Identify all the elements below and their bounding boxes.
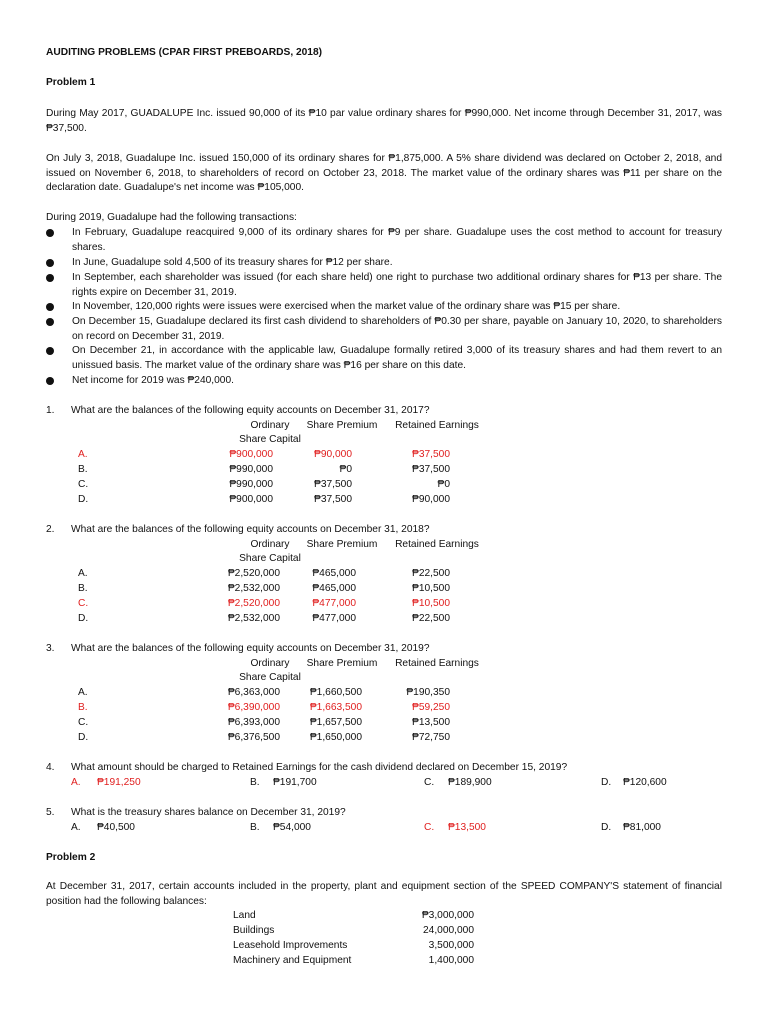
option-retained-earnings: ₱59,250 (412, 702, 450, 713)
document-page: AUDITING PROBLEMS (CPAR FIRST PREBOARDS, 2018) Problem 1 During May 2017, GUADALUPE Inc. issued 90,000 of its ₱10 par value ordinary shares for ₱990,000. Net income through December 31, 2017, was ₱37,500. On July 3, 2018, Guadalupe Inc. issued 150,000 of its ordinary shares for ₱1,875,000. A 5% share dividend was declared on October 2, 2018, and issued on November 6, 2018, to shareholders of record on October 23, 2018. The market value of the ordinary shares was ₱11 per share on the declaration date. Guadalupe's net income was ₱105,000. During 2019, Guadalupe had the following transactions: In February, Guadalupe reacquired 9,000 of its ordinary shares for ₱9 per share. Guadalupe uses the cost method to account for treasury shares. In June, Guadalupe sold 4,500 of its treasury shares for ₱12 per share. In September, each shareholder was issued (for each share held) one right to purchase two additional ordinary shares for ₱13 per share. The rights expire on December 31, 2019. In November, 120,000 rights were issues were exercised when the market value of the ordinary share was ₱15 per share. On December 15, Guadalupe declared its first cash dividend to shareholders of ₱0.30 per share, payable on January 10, 2020, to shareholders on record on December 31, 2019. On December 21, in accordance with the applicable law, Guadalupe formally retired 3,000 of its treasury shares and had them revert to an unissued basis. The market value of the ordinary share was ₱16 per share on this date. Net income for 2019 was ₱240,000. 1. What are the balances of the following equity accounts on December 31, 2017? Ordinary Share Capital Share Premium Retained Earnings A. ₱900,000 ₱90,000 ₱37,500 B. ₱990,000 ₱0 ₱37,500 C. ₱990,000 ₱37,500 ₱0 D. ₱900,000 ₱37,500 ₱90,000 2. What are the balances of the following equity accounts on December 31, 2018? Ordinary Share Capital Share Premium Retained Earnings A. ₱2,520,000 ₱465,000 ₱22,500 B. ₱2,532,000 ₱465,000 ₱10,500 C. ₱2,520,000 ₱477,000 ₱10,500 D. ₱2,532,000 ₱477,000 ₱22,500 3. What are the balances of the following equity accounts on December 31, 2019? Ordinary Share Capital Share Premium Retained Earnings A. ₱6,363,000 ₱1,660,500 ₱190,350 B. ₱6,390,000 ₱1,663,500 ₱59,250 C. ₱6,393,000 ₱1,657,500 ₱13,500 D. ₱6,376,500 ₱1,650,000 ₱72,750 4. What amount should be charged to Retained Earnings for the cash dividend declared on December 15, 2019? A. ₱191,250 B. ₱191,700 C. ₱189,900 D. ₱120,600 5. What is the treasury shares balance on December 31, 2019? A. ₱40,500 B. ₱54,000 C. ₱13,500 D. ₱81,000 Problem 2 At December 31, 2017, certain accounts included in the property, plant and equipment section of the SPEED COMPANY'S statement of financial position had the following balances: Land ₱3,000,000 Buildings 24,000,000 Leasehold Improvements 3,500,000 Machinery and Equipment 1,400,000 (46, 0, 722, 1024)
option-value: ₱191,250 (97, 777, 141, 788)
option-letter: A. (78, 449, 88, 460)
option-letter: A. (71, 777, 81, 788)
bullet-icon (46, 259, 54, 267)
option-letter: B. (250, 777, 260, 788)
problem-1-paragraph-3: During 2019, Guadalupe had the following transactions: (46, 212, 297, 223)
option-letter: D. (601, 777, 612, 788)
column-header-ordinary: Ordinary (250, 658, 290, 669)
problem-1-paragraph-1: During May 2017, GUADALUPE Inc. issued 90,000 of its ₱10 par value ordinary shares for ₱990,000. Net income through December 31, 2017, was ₱37,500. (46, 108, 722, 134)
column-header-retained-earnings: Retained Earnings (395, 420, 479, 431)
bullet-icon (46, 229, 54, 237)
option-share-capital: ₱6,363,000 (227, 687, 280, 698)
problem-2-paragraph-1: At December 31, 2017, certain accounts included in the property, plant and equipment section of the SPEED COMPANY'S statement of financial position had the following balances: (46, 881, 722, 907)
option-retained-earnings: ₱72,750 (412, 732, 450, 743)
option-share-capital: ₱990,000 (229, 479, 273, 490)
option-share-capital: ₱900,000 (229, 494, 273, 505)
option-share-premium: ₱1,657,500 (309, 717, 362, 728)
option-value: ₱13,500 (448, 822, 486, 833)
question-number: 1. (46, 405, 55, 416)
option-letter: B. (78, 464, 88, 475)
column-header-share-capital: Share Capital (239, 553, 301, 564)
question-text: What is the treasury shares balance on December 31, 2019? (71, 807, 346, 818)
column-header-retained-earnings: Retained Earnings (395, 658, 479, 669)
option-retained-earnings: ₱0 (437, 479, 450, 490)
option-share-premium: ₱477,000 (312, 613, 356, 624)
option-letter: C. (78, 717, 89, 728)
option-value: ₱54,000 (273, 822, 311, 833)
bullet-icon (46, 274, 54, 282)
option-letter: C. (424, 777, 435, 788)
option-share-capital: ₱6,393,000 (227, 717, 280, 728)
option-letter: D. (78, 732, 89, 743)
option-value: ₱120,600 (623, 777, 667, 788)
document-title: AUDITING PROBLEMS (CPAR FIRST PREBOARDS, 2018) (46, 47, 323, 58)
option-share-premium: ₱37,500 (314, 479, 352, 490)
option-retained-earnings: ₱90,000 (412, 494, 450, 505)
option-letter: C. (78, 598, 89, 609)
question-text: What are the balances of the following equity accounts on December 31, 2018? (71, 524, 430, 535)
option-value: ₱189,900 (448, 777, 492, 788)
column-header-share-capital: Share Capital (239, 672, 301, 683)
option-share-premium: ₱465,000 (312, 568, 356, 579)
option-letter: A. (71, 822, 81, 833)
option-retained-earnings: ₱22,500 (412, 568, 450, 579)
column-header-share-premium: Share Premium (306, 539, 378, 550)
account-name: Machinery and Equipment (233, 955, 352, 966)
option-letter: B. (78, 702, 88, 713)
option-letter: A. (78, 687, 88, 698)
option-letter: B. (250, 822, 260, 833)
option-retained-earnings: ₱190,350 (406, 687, 450, 698)
option-share-capital: ₱6,390,000 (227, 702, 280, 713)
question-number: 3. (46, 643, 55, 654)
account-amount: 24,000,000 (423, 925, 474, 936)
problem-2-heading: Problem 2 (46, 852, 96, 863)
option-value: ₱40,500 (97, 822, 135, 833)
option-letter: B. (78, 583, 88, 594)
option-letter: D. (78, 613, 89, 624)
option-share-capital: ₱6,376,500 (227, 732, 280, 743)
account-amount: 1,400,000 (428, 955, 474, 966)
option-retained-earnings: ₱13,500 (412, 717, 450, 728)
column-header-share-premium: Share Premium (306, 420, 378, 431)
option-letter: D. (601, 822, 612, 833)
option-share-premium: ₱1,660,500 (309, 687, 362, 698)
account-name: Buildings (233, 925, 275, 936)
option-retained-earnings: ₱37,500 (412, 449, 450, 460)
question-text: What amount should be charged to Retained Earnings for the cash dividend declared on December 15, 2019? (71, 762, 568, 773)
option-share-premium: ₱0 (339, 464, 352, 475)
option-share-premium: ₱90,000 (314, 449, 352, 460)
option-share-premium: ₱465,000 (312, 583, 356, 594)
bullet-icon (46, 303, 54, 311)
option-share-capital: ₱2,520,000 (227, 568, 280, 579)
option-retained-earnings: ₱10,500 (412, 598, 450, 609)
option-share-capital: ₱2,520,000 (227, 598, 280, 609)
option-share-capital: ₱990,000 (229, 464, 273, 475)
question-number: 2. (46, 524, 55, 535)
column-header-ordinary: Ordinary (250, 420, 290, 431)
problem-1-paragraph-2: On July 3, 2018, Guadalupe Inc. issued 150,000 of its ordinary shares for ₱1,875,000. A 5% share dividend was declared on October 2, 2018, and issued on November 6, 2018, to shareholders of record on October 23, 2018. The market value of the ordinary shares was ₱11 per share on the declaration date. Guadalupe's net income was ₱105,000. (46, 153, 722, 193)
option-share-premium: ₱1,663,500 (309, 702, 362, 713)
option-share-capital: ₱2,532,000 (227, 583, 280, 594)
account-name: Leasehold Improvements (233, 940, 348, 951)
option-letter: D. (78, 494, 89, 505)
question-number: 4. (46, 762, 55, 773)
column-header-share-premium: Share Premium (306, 658, 378, 669)
option-retained-earnings: ₱22,500 (412, 613, 450, 624)
question-number: 5. (46, 807, 55, 818)
column-header-ordinary: Ordinary (250, 539, 290, 550)
option-share-premium: ₱1,650,000 (309, 732, 362, 743)
column-header-retained-earnings: Retained Earnings (395, 539, 479, 550)
option-share-capital: ₱2,532,000 (227, 613, 280, 624)
option-share-premium: ₱37,500 (314, 494, 352, 505)
question-text: What are the balances of the following equity accounts on December 31, 2019? (71, 643, 430, 654)
option-retained-earnings: ₱37,500 (412, 464, 450, 475)
option-letter: C. (424, 822, 435, 833)
bullet-icon (46, 318, 54, 326)
bullet-icon (46, 347, 54, 355)
account-name: Land (233, 910, 256, 921)
column-header-share-capital: Share Capital (239, 434, 301, 445)
option-letter: A. (78, 568, 88, 579)
question-text: What are the balances of the following equity accounts on December 31, 2017? (71, 405, 430, 416)
option-share-capital: ₱900,000 (229, 449, 273, 460)
account-amount: 3,500,000 (428, 940, 474, 951)
bullet-icon (46, 377, 54, 385)
problem-1-heading: Problem 1 (46, 77, 96, 88)
option-value: ₱81,000 (623, 822, 661, 833)
account-amount: ₱3,000,000 (421, 910, 474, 921)
option-share-premium: ₱477,000 (312, 598, 356, 609)
option-retained-earnings: ₱10,500 (412, 583, 450, 594)
option-letter: C. (78, 479, 89, 490)
option-value: ₱191,700 (273, 777, 317, 788)
